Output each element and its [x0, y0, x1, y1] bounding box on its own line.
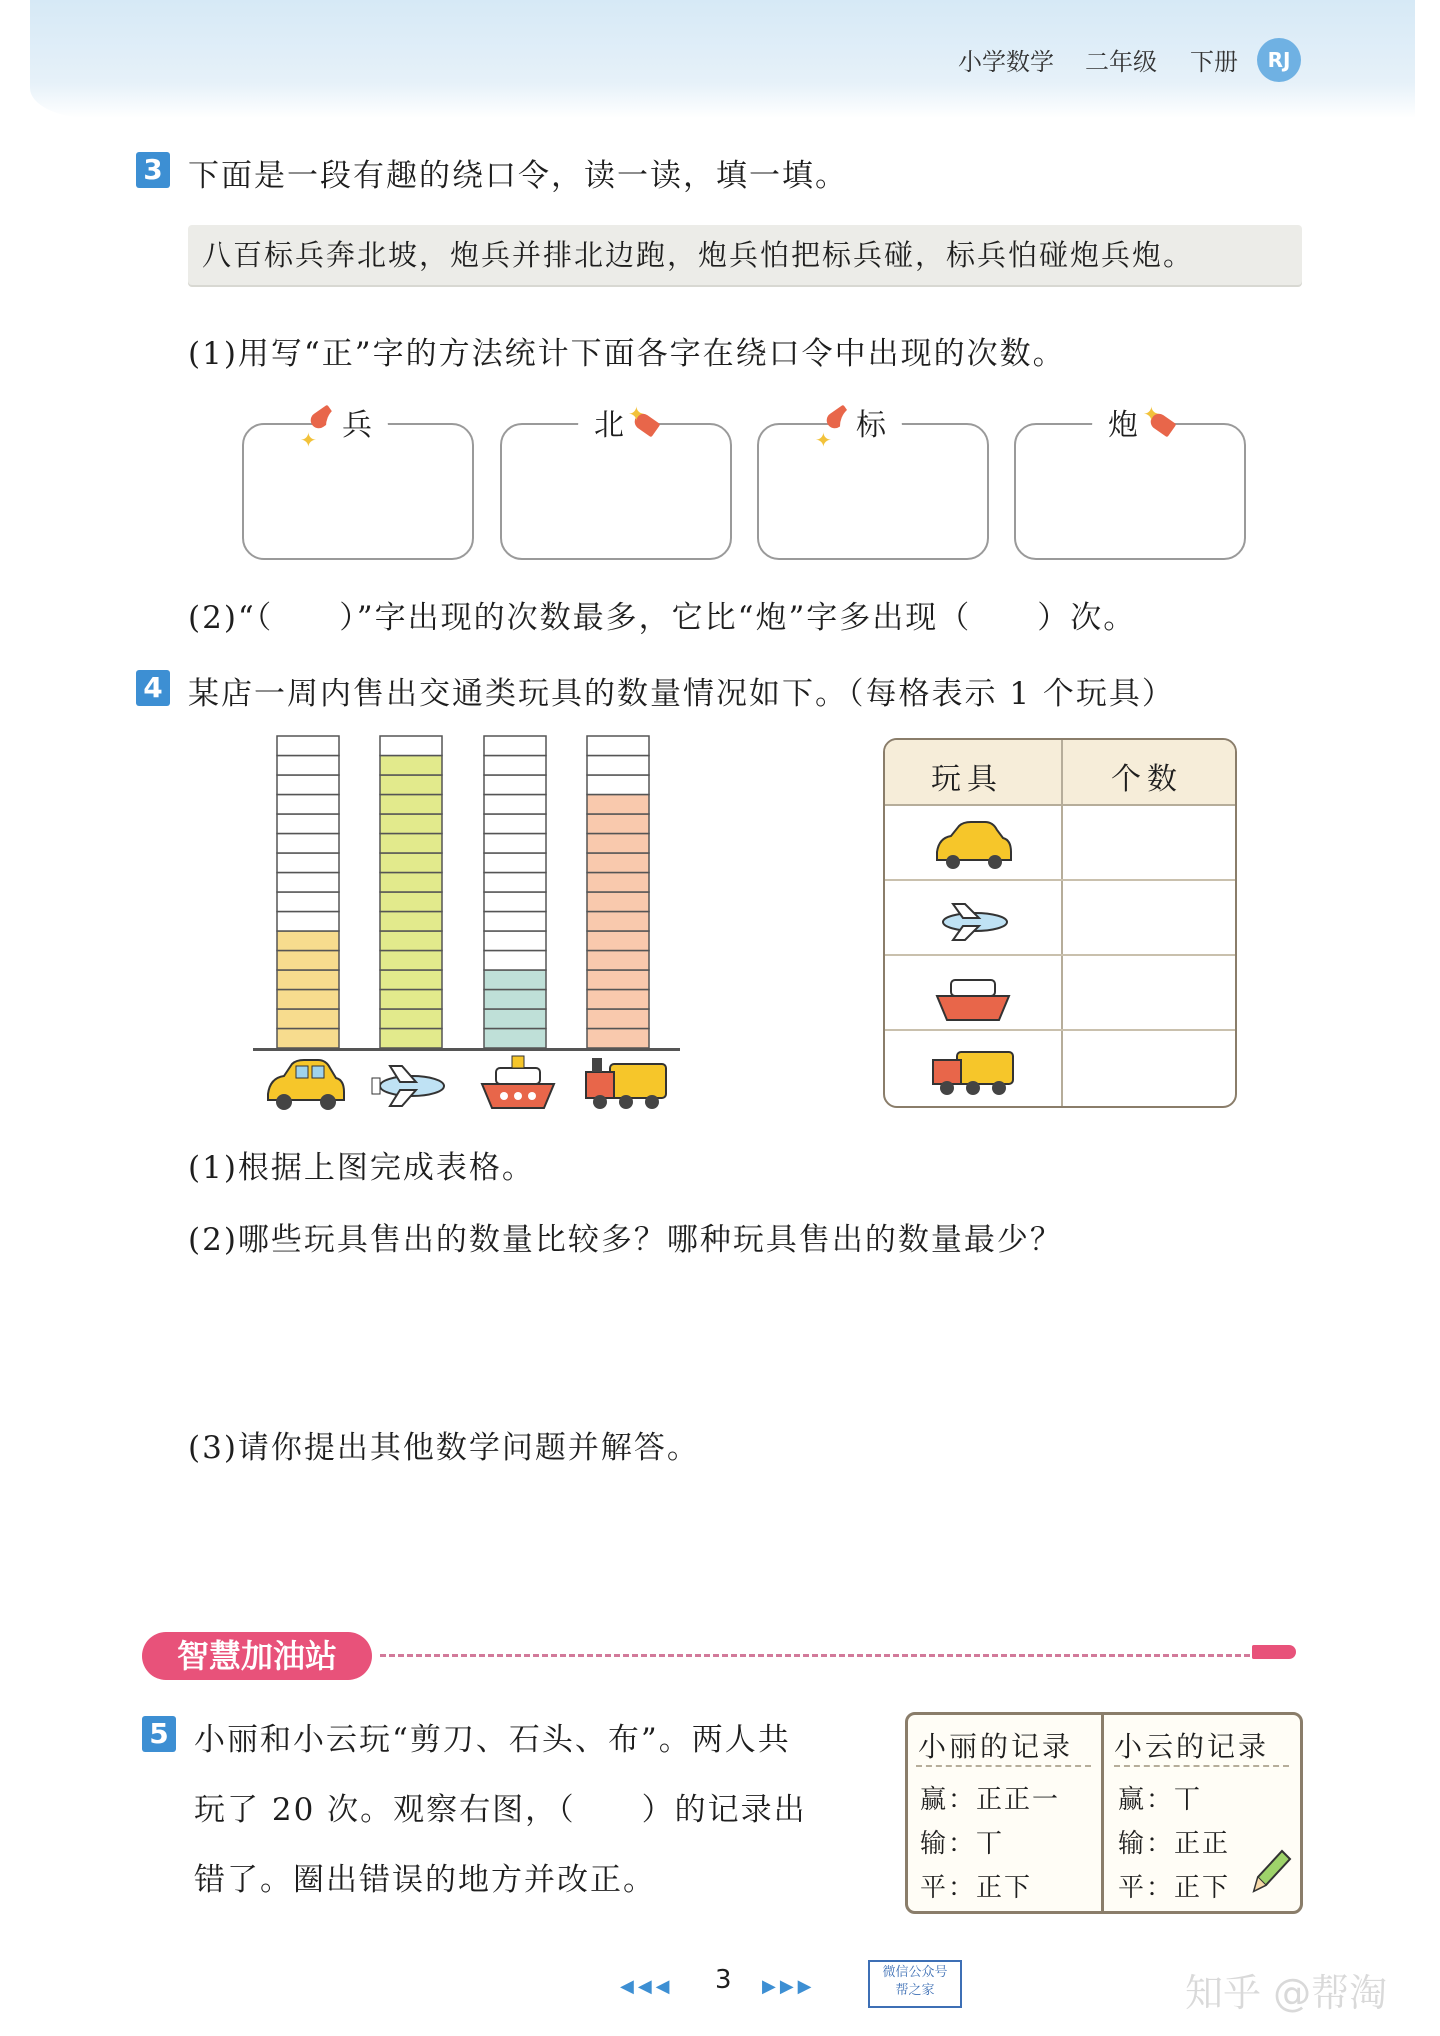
header-subject: 小学数学: [958, 48, 1054, 76]
char-label-bei: 北: [578, 404, 640, 448]
empty-cell: [484, 834, 546, 854]
question-number-5: 5: [142, 1716, 176, 1752]
header-volume: 下册: [1190, 48, 1238, 76]
watermark: 知乎 @帮淘: [1185, 1971, 1388, 2015]
table-row-divider: [885, 1029, 1235, 1031]
empty-cell: [277, 892, 339, 912]
filled-cell: [277, 970, 339, 990]
q4-prompt: 某店一周内售出交通类玩具的数量情况如下。（每格表示 1 个玩具）: [188, 676, 1175, 712]
table-row-divider: [885, 954, 1235, 956]
column-header-toy: 玩具: [931, 762, 1003, 797]
filled-cell: [587, 951, 649, 971]
record-separator: [916, 1765, 1091, 1767]
filled-cell: [587, 1009, 649, 1029]
edition-badge: RJ: [1257, 38, 1301, 82]
empty-cell: [277, 814, 339, 834]
filled-cell: [587, 853, 649, 873]
filled-cell: [380, 931, 442, 951]
filled-cell: [380, 853, 442, 873]
empty-cell: [484, 756, 546, 776]
ship-icon: [478, 1050, 558, 1112]
q3-part1: (1)用写“正”字的方法统计下面各字在绕口令中出现的次数。: [188, 336, 1066, 372]
xiaoli-lose: 输：丅: [920, 1829, 1005, 1859]
xiaoli-win: 赢：正正一: [920, 1785, 1061, 1815]
table-header: [885, 740, 1235, 806]
filled-cell: [587, 1029, 649, 1049]
table-row-divider: [885, 879, 1235, 881]
record-divider: [1101, 1715, 1104, 1911]
empty-cell: [277, 775, 339, 795]
header-grade: 二年级: [1085, 48, 1157, 76]
empty-cell: [484, 795, 546, 815]
char-label-pao: 炮: [1092, 404, 1154, 448]
pencil-icon: [1252, 1645, 1296, 1659]
pencil-icon: [1248, 1847, 1292, 1897]
star-icon: ✦: [628, 402, 645, 426]
filled-cell: [277, 931, 339, 951]
filled-cell: [587, 834, 649, 854]
filled-cell: [380, 1029, 442, 1049]
q4-part3: (3)请你提出其他数学问题并解答。: [188, 1430, 700, 1466]
star-icon: ✦: [815, 428, 832, 452]
empty-cell: [484, 736, 546, 756]
section-dashed-line: [380, 1654, 1250, 1657]
filled-cell: [380, 873, 442, 893]
filled-cell: [484, 1009, 546, 1029]
filled-cell: [587, 892, 649, 912]
question-number-4: 4: [136, 670, 170, 706]
empty-cell: [277, 795, 339, 815]
wechat-stamp-line2: 帮之家: [895, 1983, 935, 1998]
filled-cell: [587, 931, 649, 951]
empty-cell: [484, 873, 546, 893]
filled-cell: [380, 775, 442, 795]
chart-baseline: [253, 1048, 680, 1051]
section-title: 智慧加油站: [142, 1632, 372, 1680]
bar-car: [277, 736, 339, 1048]
empty-cell: [484, 892, 546, 912]
page-number: 3: [715, 1965, 732, 1995]
q3-prompt: 下面是一段有趣的绕口令，读一读，填一填。: [188, 158, 848, 194]
train-icon: [927, 1044, 1019, 1098]
empty-cell: [277, 853, 339, 873]
filled-cell: [587, 814, 649, 834]
empty-cell: [587, 775, 649, 795]
char-label-biao: 标: [840, 404, 902, 448]
bar-chart: [250, 732, 690, 1052]
car-icon: [262, 1058, 346, 1114]
empty-cell: [277, 873, 339, 893]
filled-cell: [277, 1029, 339, 1049]
filled-cell: [380, 1009, 442, 1029]
empty-cell: [484, 931, 546, 951]
filled-cell: [380, 756, 442, 776]
bar-airplane: [380, 736, 442, 1048]
empty-cell: [587, 756, 649, 776]
empty-cell: [277, 834, 339, 854]
record-title-xiaoyun: 小云的记录: [1114, 1730, 1270, 1763]
filled-cell: [484, 990, 546, 1010]
filled-cell: [380, 814, 442, 834]
tongue-twister-banner: 八百标兵奔北坡，炮兵并排北边跑，炮兵怕把标兵碰，标兵怕碰炮兵炮。: [188, 225, 1302, 285]
empty-cell: [484, 853, 546, 873]
xiaoyun-win: 赢：丅: [1118, 1785, 1203, 1815]
filled-cell: [380, 990, 442, 1010]
filled-cell: [380, 970, 442, 990]
xiaoyun-lose: 输：正正: [1118, 1829, 1231, 1859]
q5-line1: 小丽和小云玩“剪刀、石头、布”。两人共: [194, 1722, 791, 1758]
q4-part1: (1)根据上图完成表格。: [188, 1150, 535, 1186]
bar-train: [587, 736, 649, 1048]
filled-cell: [380, 951, 442, 971]
airplane-icon: [933, 900, 1013, 944]
filled-cell: [277, 990, 339, 1010]
filled-cell: [380, 795, 442, 815]
question-number-3: 3: [136, 152, 170, 188]
empty-cell: [484, 912, 546, 932]
game-record-card: [905, 1712, 1303, 1914]
empty-cell: [484, 775, 546, 795]
star-icon: ✦: [300, 428, 317, 452]
empty-cell: [484, 814, 546, 834]
next-page-arrows[interactable]: ▶▶▶: [762, 1976, 816, 1997]
q3-part2: (2)“（ ）”字出现的次数最多，它比“炮”字多出现（ ）次。: [188, 600, 1137, 636]
empty-cell: [277, 756, 339, 776]
car-icon: [931, 820, 1015, 872]
filled-cell: [277, 1009, 339, 1029]
empty-cell: [380, 736, 442, 756]
filled-cell: [277, 951, 339, 971]
filled-cell: [587, 912, 649, 932]
filled-cell: [380, 834, 442, 854]
toy-count-table: [883, 738, 1237, 1108]
q5-line3: 错了。圈出错误的地方并改正。: [194, 1862, 656, 1898]
char-label-bing: 兵: [326, 404, 388, 448]
bar-ship: [484, 736, 546, 1048]
filled-cell: [587, 795, 649, 815]
empty-cell: [484, 951, 546, 971]
table-divider: [1061, 740, 1063, 1106]
record-title-xiaoli: 小丽的记录: [918, 1730, 1074, 1763]
record-separator: [1114, 1765, 1289, 1767]
xiaoyun-draw: 平：正下: [1118, 1873, 1231, 1903]
ship-icon: [933, 966, 1013, 1024]
column-header-count: 个数: [1111, 762, 1183, 797]
filled-cell: [484, 1029, 546, 1049]
train-icon: [580, 1054, 672, 1112]
empty-cell: [277, 736, 339, 756]
star-icon: ✦: [1143, 402, 1160, 426]
xiaoli-draw: 平：正下: [920, 1873, 1033, 1903]
prev-page-arrows[interactable]: ◀◀◀: [620, 1976, 674, 1997]
filled-cell: [484, 970, 546, 990]
filled-cell: [587, 990, 649, 1010]
empty-cell: [587, 736, 649, 756]
filled-cell: [380, 892, 442, 912]
filled-cell: [587, 970, 649, 990]
wechat-stamp-line1: 微信公众号: [882, 1965, 948, 1980]
wechat-stamp: [868, 1960, 962, 2008]
filled-cell: [587, 873, 649, 893]
airplane-icon: [370, 1062, 450, 1110]
q4-part2: (2)哪些玩具售出的数量比较多？哪种玩具售出的数量最少？: [188, 1222, 1063, 1258]
empty-cell: [277, 912, 339, 932]
filled-cell: [380, 912, 442, 932]
q5-line2: 玩了 20 次。观察右图，（ ）的记录出: [194, 1792, 807, 1828]
